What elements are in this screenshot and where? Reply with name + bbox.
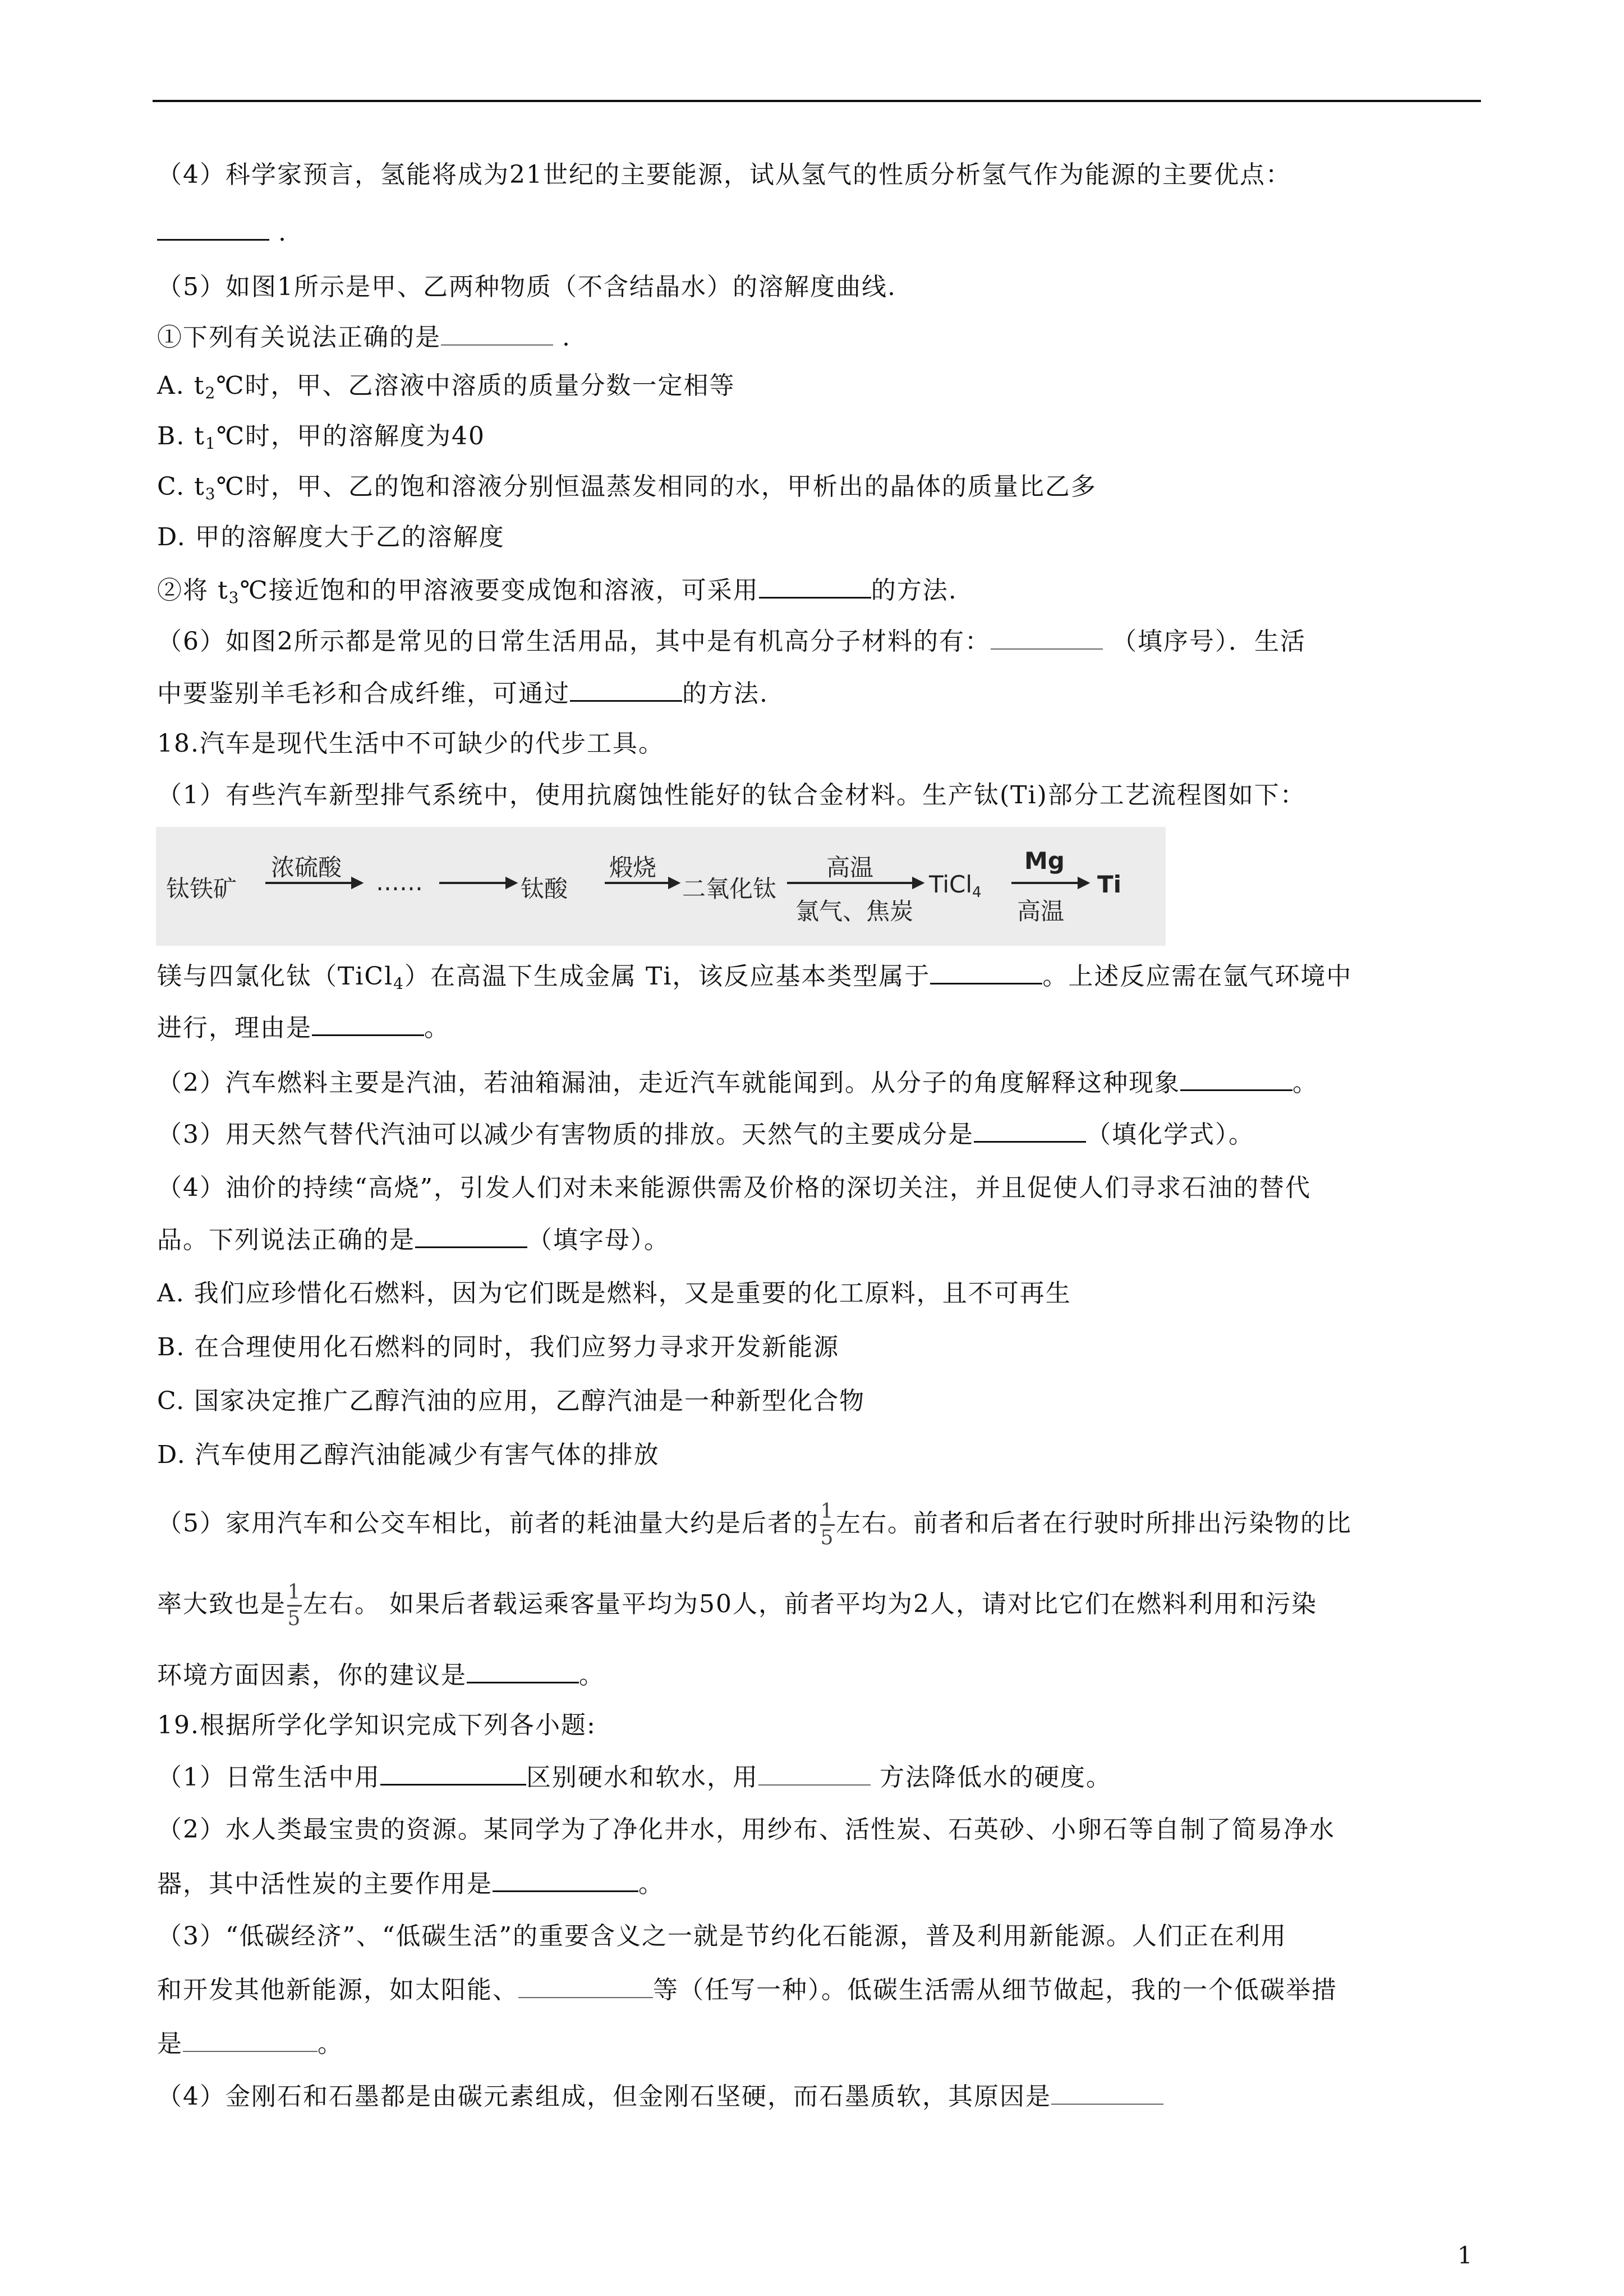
answer-blank[interactable] — [441, 320, 553, 346]
q18-part4-line2: 品。下列说法正确的是 （填字母）。 — [157, 1222, 670, 1258]
flow-step-ti: Ti — [1097, 871, 1122, 898]
answer-blank[interactable] — [183, 2026, 318, 2052]
arrow-1-head — [352, 878, 361, 887]
arrow-2-head — [507, 878, 516, 887]
q17-part5: （5）如图1所示是甲、乙两种物质（不含结晶水）的溶解度曲线. — [157, 273, 896, 301]
q18-title: 18.汽车是现代生活中不可缺少的代步工具。 — [157, 729, 664, 758]
flow-step-ilmenite: 钛铁矿 — [166, 875, 237, 903]
q17-option-b: B. $t_1℃$时，甲的溶解度为40 — [157, 422, 486, 453]
answer-blank[interactable] — [758, 1760, 871, 1786]
q17-part4-line1: （4）科学家预言，氢能将成为21世纪的主要能源，试从氢气的性质分析氢气作为能源的主要优点： — [157, 160, 1291, 189]
answer-blank[interactable] — [991, 624, 1103, 650]
fraction-one-fifth: $\frac{1}{5}$ — [287, 1581, 302, 1630]
q18-part2: （2）汽车燃料主要是汽油，若油箱漏油，走近汽车就能闻到。从分子的角度解释这种现象 。 — [157, 1065, 1318, 1101]
q18-part5-line3: 环境方面因素，你的建议是 。 — [157, 1657, 605, 1694]
answer-blank[interactable] — [157, 214, 269, 241]
fraction-one-fifth: $\frac{1}{5}$ — [820, 1500, 835, 1549]
q18-option-d: D. 汽车使用乙醇汽油能减少有害气体的排放 — [157, 1441, 660, 1469]
q18-option-b: B. 在合理使用化石燃料的同时，我们应努力寻求开发新能源 — [157, 1333, 840, 1361]
q19-part2-line2: 器，其中活性炭的主要作用是 。 — [157, 1866, 664, 1902]
q18-option-a: A. 我们应珍惜化石燃料，因为它们既是燃料，又是重要的化工原料，且不可再生 — [157, 1279, 1071, 1308]
q18-part1-line2: 进行，理由是 。 — [157, 1010, 450, 1046]
flow-reagent-mg: Mg — [1024, 847, 1065, 875]
q19-part3-line2: 和开发其他新能源，如太阳能、 等（任写一种）。低碳生活需从细节做起，我的一个低碳举措 — [157, 1972, 1337, 2008]
flow-condition-high-temp-2: 高温 — [1017, 898, 1065, 925]
answer-blank[interactable] — [518, 1972, 653, 1998]
q18-part1-line1: 镁与四氯化钛（TiCl$_4$）在高温下生成金属 Ti，该反应基本类型属于 。上述反应需在氩气环境中 — [157, 958, 1352, 1002]
q19-part2-line1: （2）水人类最宝贵的资源。某同学为了净化井水，用纱布、活性炭、石英砂、小卵石等自制了简易净水 — [157, 1815, 1335, 1844]
q17-option-a: A. $t_2℃$时，甲、乙溶液中溶质的质量分数一定相等 — [157, 371, 735, 402]
q17-part5-question1: ①下列有关说法正确的是 . — [157, 320, 571, 356]
q17-option-c: C. $t_3℃$时，甲、乙的饱和溶液分别恒温蒸发相同的水，甲析出的晶体的质量比乙多 — [157, 472, 1097, 503]
answer-blank[interactable] — [1051, 2079, 1163, 2105]
answer-blank[interactable] — [312, 1010, 424, 1036]
q19-title: 19.根据所学化学知识完成下列各小题: — [157, 1711, 596, 1740]
q18-part4-line1: （4）油价的持续“高烧”，引发人们对未来能源供需及价格的深切关注，并且促使人们寻求石油的替代 — [157, 1174, 1311, 1202]
answer-blank[interactable] — [467, 1657, 579, 1683]
q17-part6-line1: （6）如图2所示都是常见的日常生活用品，其中是有机高分子材料的有： （填序号）．生活 — [157, 624, 1306, 660]
flow-step-titanic-acid: 钛酸 — [521, 875, 568, 903]
header-rule — [153, 100, 1481, 102]
q19-part4: （4）金刚石和石墨都是由碳元素组成，但金刚石坚硬，而石墨质软，其原因是 — [157, 2079, 1163, 2115]
q18-option-c: C. 国家决定推广乙醇汽油的应用，乙醇汽油是一种新型化合物 — [157, 1387, 866, 1415]
q18-part3: （3）用天然气替代汽油可以减少有害物质的排放。天然气的主要成分是 （填化学式）。 — [157, 1116, 1254, 1153]
answer-blank[interactable] — [380, 1759, 526, 1786]
flow-condition-high-temp: 高温 — [826, 854, 874, 881]
q19-part3-line3: 是 。 — [157, 2026, 343, 2062]
answer-blank[interactable] — [1180, 1065, 1292, 1091]
answer-blank[interactable] — [415, 1222, 527, 1248]
q19-part1: （1）日常生活中用 区别硬水和软水，用 方法降低水的硬度。 — [157, 1759, 1112, 1796]
answer-blank[interactable] — [570, 675, 682, 702]
arrow-3-head — [669, 878, 678, 887]
answer-blank[interactable] — [759, 572, 871, 599]
answer-blank[interactable] — [493, 1866, 638, 1892]
q19-part3-line1: （3）“低碳经济”、“低碳生活”的重要含义之一就是节约化石能源，普及利用新能源。人们正在利用 — [157, 1922, 1287, 1950]
q18-part1: （1）有些汽车新型排气系统中，使用抗腐蚀性能好的钛合金材料。生产钛(Ti)部分工艺流程图如下： — [157, 781, 1306, 809]
arrow-5-head — [1079, 878, 1088, 887]
q18-part5-line2: 率大致也是 $\frac{1}{5}$ 左右。 如果后者载运乘客量平均为50人，前者平均为2人，请对比它们在燃料利用和污染 — [157, 1581, 1317, 1630]
flow-reagent-chlorine-coke: 氯气、焦炭 — [795, 898, 914, 925]
q18-part5-line1: （5）家用汽车和公交车相比，前者的耗油量大约是后者的 $\frac{1}{5}$ 左右。前者和后者在行驶时所排出污染物的比 — [157, 1500, 1352, 1549]
arrow-4-head — [913, 878, 922, 887]
flow-reagent-sulfuric-acid: 浓硫酸 — [271, 854, 342, 881]
titanium-process-flowchart — [156, 827, 1166, 946]
flow-step-ticl4: TiCl$_4$ — [929, 871, 982, 901]
flow-ellipsis: …… — [376, 868, 423, 896]
q17-option-d: D. 甲的溶解度大于乙的溶解度 — [157, 523, 505, 551]
answer-blank[interactable] — [930, 958, 1042, 984]
q17-part6-line2: 中要鉴别羊毛衫和合成纤维，可通过 的方法. — [157, 675, 769, 712]
q17-part5-question2: ②将 $t_3℃$接近饱和的甲溶液要变成饱和溶液，可采用 的方法. — [157, 572, 958, 616]
flow-condition-calcine: 煅烧 — [609, 854, 657, 881]
flow-step-titanium-dioxide: 二氧化钛 — [682, 875, 777, 903]
answer-blank[interactable] — [974, 1116, 1086, 1143]
flowchart-arrows — [156, 827, 1166, 946]
q17-part4-line2: . — [157, 214, 287, 251]
page-number: 1 — [1457, 2242, 1473, 2269]
